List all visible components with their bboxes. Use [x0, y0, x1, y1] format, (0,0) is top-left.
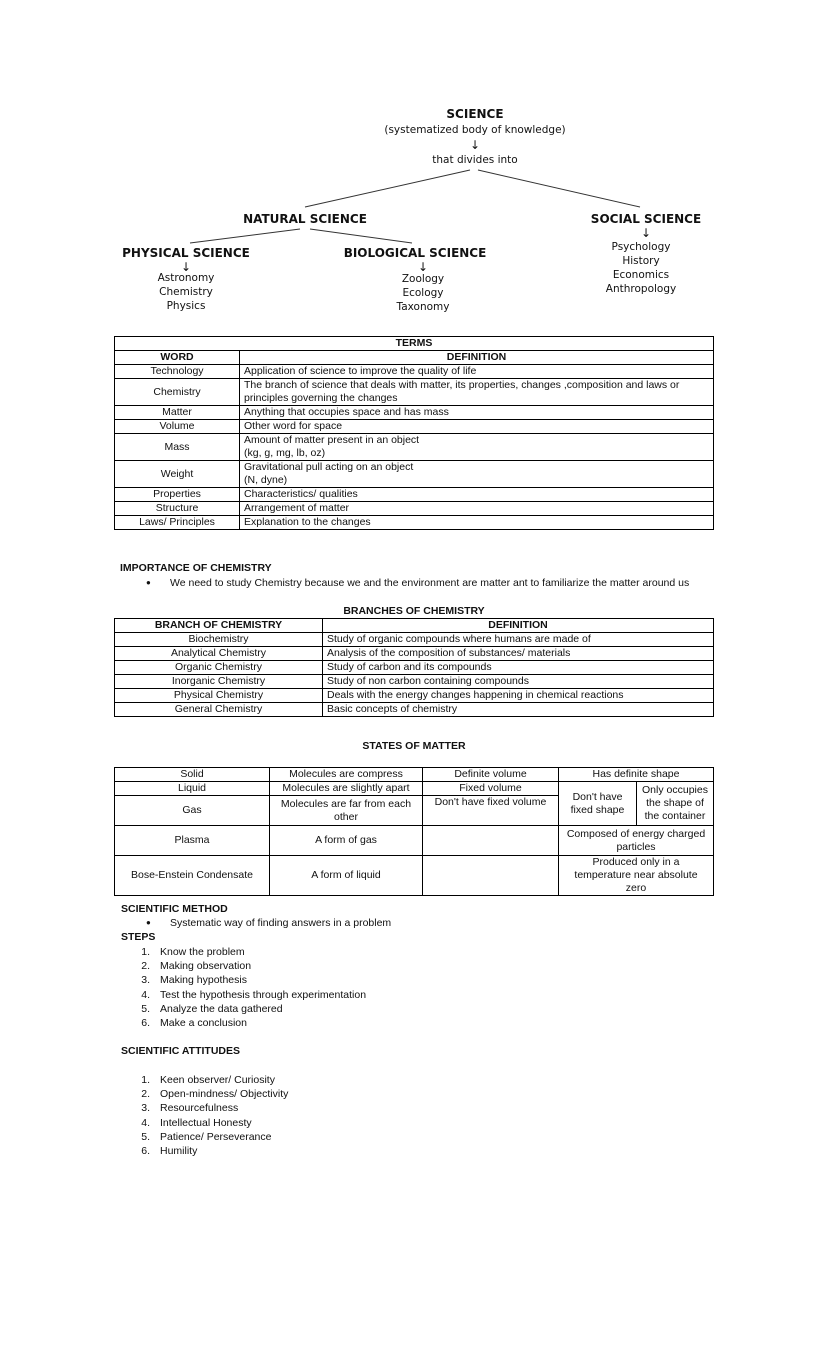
table-row: [115, 365, 714, 379]
list-item: Anthropology: [605, 283, 677, 295]
state-name: Plasma: [115, 826, 270, 856]
down-arrow-icon: ↓: [180, 260, 192, 274]
state-shape: Produced only in a temperature near absolute zero: [559, 856, 714, 896]
branches-table: [114, 618, 714, 717]
table-row: [115, 379, 714, 406]
state-molecules: Molecules are far from each other: [270, 796, 423, 826]
steps-list: [136, 945, 366, 1030]
importance-text: We need to study Chemistry because we and the environment are matter ant to familiarize the matter around us: [170, 577, 690, 589]
column-header-definition: DEFINITION: [323, 619, 714, 633]
column-header-word: WORD: [115, 351, 240, 365]
list-item: 5. Analyze the data gathered: [141, 1002, 283, 1015]
table-row: [115, 675, 714, 689]
tree-root-title: SCIENCE: [446, 107, 504, 121]
table-row: [115, 502, 714, 516]
physical-science-items: [126, 271, 246, 313]
term-definition: [240, 461, 714, 488]
list-item: 1. Know the problem: [141, 946, 245, 958]
state-name: Solid: [115, 768, 270, 782]
table-row: [115, 661, 714, 675]
states-title: STATES OF MATTER: [362, 740, 466, 752]
table-row: [115, 434, 714, 461]
table-row: [115, 703, 714, 717]
step-text: Test the hypothesis through experimentation: [160, 988, 367, 1001]
attitude-text: Humility: [160, 1145, 198, 1158]
states-table: [114, 767, 714, 896]
term-word: Volume: [115, 420, 240, 434]
definition-line: Gravitational pull acting on an object: [244, 461, 414, 473]
down-arrow-icon: ↓: [417, 260, 429, 274]
steps-heading: STEPS: [121, 931, 156, 943]
bullet-icon: [146, 917, 170, 929]
table-row: [115, 488, 714, 502]
term-definition: Anything that occupies space and has mass: [240, 406, 714, 420]
state-molecules: A form of liquid: [270, 856, 423, 896]
table-row: [115, 406, 714, 420]
list-item: 4. Test the hypothesis through experimentation: [141, 988, 367, 1001]
table-row: [115, 647, 714, 661]
branch-definition: Deals with the energy changes happening in chemical reactions: [323, 689, 714, 703]
list-item: Astronomy: [157, 272, 215, 284]
list-item: Ecology: [402, 287, 444, 299]
list-item: Psychology: [611, 241, 671, 253]
list-item: 4. Intellectual Honesty: [141, 1116, 252, 1129]
list-item: Chemistry: [159, 286, 213, 298]
branch-name: Organic Chemistry: [115, 661, 323, 675]
branch-name: Inorganic Chemistry: [115, 675, 323, 689]
branch-name: Analytical Chemistry: [115, 647, 323, 661]
list-item: History: [622, 255, 660, 267]
table-row: [115, 689, 714, 703]
step-text: Analyze the data gathered: [160, 1002, 283, 1015]
importance-bullet: [146, 576, 786, 590]
importance-heading: IMPORTANCE OF CHEMISTRY: [120, 562, 272, 574]
terms-table-title: TERMS: [115, 337, 714, 351]
list-item: 6. Make a conclusion: [141, 1017, 247, 1030]
state-name: Liquid: [115, 782, 270, 796]
branch-name: Biochemistry: [115, 633, 323, 647]
branches-title: BRANCHES OF CHEMISTRY: [343, 605, 485, 617]
state-volume: Fixed volume: [423, 782, 559, 796]
table-row: [115, 856, 714, 896]
down-arrow-icon: ↓: [469, 138, 481, 152]
attitudes-list: [136, 1073, 288, 1158]
tree-natural-science: NATURAL SCIENCE: [243, 212, 367, 226]
attitude-text: Keen observer/ Curiosity: [160, 1074, 275, 1086]
down-arrow-icon: ↓: [640, 226, 652, 240]
list-item: Economics: [612, 269, 670, 281]
branch-definition: Study of carbon and its compounds: [323, 661, 714, 675]
tree-biological-science: BIOLOGICAL SCIENCE: [343, 246, 487, 260]
term-definition: Other word for space: [240, 420, 714, 434]
state-shape-no-fixed: Don't have fixed shape: [559, 782, 637, 826]
term-definition: The branch of science that deals with matter, its properties, changes ,composition and laws or principles governing the changes: [240, 379, 714, 406]
biological-science-items: [363, 272, 483, 314]
list-item: 1. Keen observer/ Curiosity: [141, 1074, 275, 1086]
step-text: Making hypothesis: [160, 974, 247, 987]
method-bullet: [146, 916, 391, 930]
definition-units: (N, dyne): [244, 474, 288, 486]
definition-units: (kg, g, mg, lb, oz): [244, 447, 326, 459]
state-shape-container: Only occupies the shape of the container: [637, 782, 714, 826]
step-text: Know the problem: [160, 946, 245, 958]
branch-definition: Basic concepts of chemistry: [323, 703, 714, 717]
attitude-text: Open-mindness/ Objectivity: [160, 1088, 289, 1101]
state-molecules: Molecules are compress: [270, 768, 423, 782]
term-word: Matter: [115, 406, 240, 420]
column-header-branch: BRANCH OF CHEMISTRY: [115, 619, 323, 633]
term-word: Mass: [115, 434, 240, 461]
attitudes-heading: SCIENTIFIC ATTITUDES: [121, 1045, 240, 1057]
term-definition: [240, 434, 714, 461]
table-row: [115, 420, 714, 434]
tree-divides-label: that divides into: [432, 154, 518, 166]
table-row: [115, 826, 714, 856]
list-item: Zoology: [401, 273, 445, 285]
state-shape: Composed of energy charged particles: [559, 826, 714, 856]
list-item: 3. Resourcefulness: [141, 1102, 239, 1115]
attitude-text: Patience/ Perseverance: [160, 1130, 272, 1143]
state-name: Gas: [115, 796, 270, 826]
bullet-icon: [146, 577, 170, 589]
list-item: 2. Making observation: [141, 960, 252, 973]
term-definition: Arrangement of matter: [240, 502, 714, 516]
branch-definition: Analysis of the composition of substances/ materials: [323, 647, 714, 661]
branch-name: General Chemistry: [115, 703, 323, 717]
table-row: [115, 461, 714, 488]
step-text: Making observation: [160, 960, 252, 973]
social-science-items: [580, 240, 702, 296]
state-volume: [423, 856, 559, 896]
branch-name: Physical Chemistry: [115, 689, 323, 703]
method-heading: SCIENTIFIC METHOD: [121, 903, 228, 915]
terms-table: [114, 336, 714, 530]
table-row: [115, 516, 714, 530]
table-row: [115, 768, 714, 782]
state-shape: Has definite shape: [559, 768, 714, 782]
table-row: [115, 782, 714, 796]
term-definition: Explanation to the changes: [240, 516, 714, 530]
tree-root-description: (systematized body of knowledge): [384, 124, 566, 136]
definition-line: Amount of matter present in an object: [244, 434, 420, 446]
state-name: Bose-Enstein Condensate: [115, 856, 270, 896]
state-volume: [423, 826, 559, 856]
list-item: 6. Humility: [141, 1145, 198, 1158]
term-word: Chemistry: [115, 379, 240, 406]
term-word: Laws/ Principles: [115, 516, 240, 530]
term-word: Structure: [115, 502, 240, 516]
state-molecules: Molecules are slightly apart: [270, 782, 423, 796]
list-item: 3. Making hypothesis: [141, 974, 247, 987]
list-item: 2. Open-mindness/ Objectivity: [141, 1088, 289, 1101]
state-volume: Don't have fixed volume: [423, 796, 559, 826]
step-text: Make a conclusion: [160, 1017, 247, 1030]
list-item: Taxonomy: [396, 301, 450, 313]
branch-definition: Study of organic compounds where humans are made of: [323, 633, 714, 647]
method-text: Systematic way of finding answers in a problem: [170, 917, 392, 929]
term-word: Technology: [115, 365, 240, 379]
term-definition: Characteristics/ qualities: [240, 488, 714, 502]
state-volume: Definite volume: [423, 768, 559, 782]
term-definition: Application of science to improve the quality of life: [240, 365, 714, 379]
state-molecules: A form of gas: [270, 826, 423, 856]
column-header-definition: DEFINITION: [240, 351, 714, 365]
attitude-text: Intellectual Honesty: [160, 1116, 252, 1129]
term-word: Properties: [115, 488, 240, 502]
term-word: Weight: [115, 461, 240, 488]
table-row: [115, 633, 714, 647]
tree-physical-science: PHYSICAL SCIENCE: [122, 246, 250, 260]
list-item: Physics: [166, 300, 206, 312]
list-item: 5. Patience/ Perseverance: [141, 1130, 272, 1143]
tree-social-science: SOCIAL SCIENCE: [590, 212, 702, 226]
attitude-text: Resourcefulness: [160, 1102, 239, 1115]
branch-definition: Study of non carbon containing compounds: [323, 675, 714, 689]
